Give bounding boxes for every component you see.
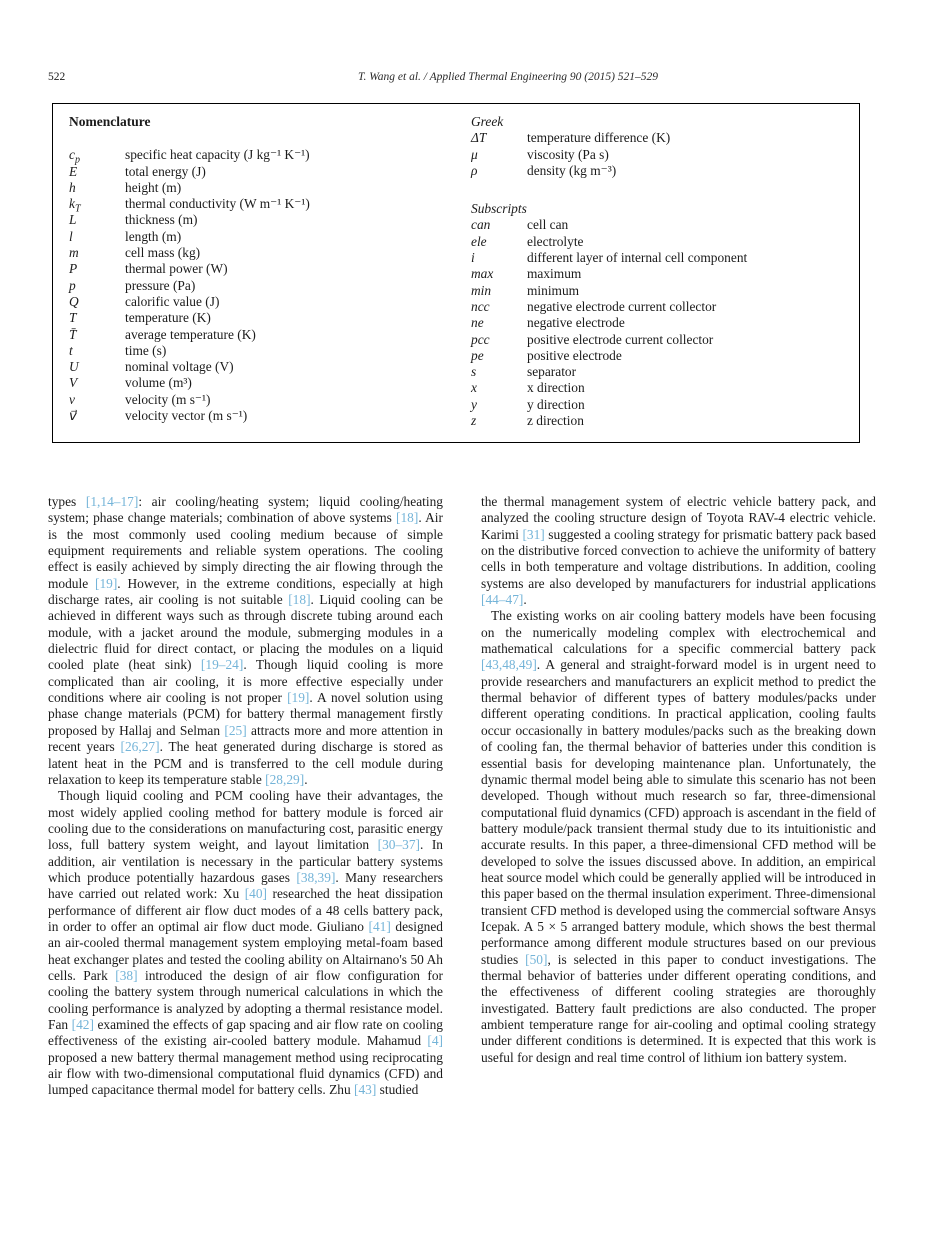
nomenclature-row: [69, 180, 471, 196]
nomenclature-row: [471, 380, 843, 396]
definition: thickness (m): [125, 212, 198, 228]
citation-link[interactable]: [44–47]: [481, 592, 524, 608]
nomenclature-row: [471, 283, 843, 299]
nomenclature-left-column: [69, 114, 471, 430]
symbol: v: [69, 391, 75, 407]
nomenclature-row: [69, 310, 471, 326]
citation-link[interactable]: [25]: [224, 722, 247, 738]
definition: pressure (Pa): [125, 277, 196, 293]
nomenclature-row: [69, 229, 471, 245]
definition: thermal power (W): [125, 261, 228, 277]
citation-link[interactable]: [40]: [244, 886, 267, 902]
nomenclature-row: [471, 250, 843, 266]
nomenclature-box: [52, 103, 860, 443]
citation-link[interactable]: [50]: [525, 951, 548, 967]
nomenclature-title: Nomenclature: [69, 114, 151, 129]
symbol: μ: [471, 146, 478, 162]
symbol: T: [69, 310, 77, 326]
definition: calorific value (J): [125, 293, 220, 309]
nomenclature-row: [69, 245, 471, 261]
nomenclature-row: [69, 196, 471, 215]
symbol: $k_T$: [69, 196, 81, 215]
citation-link[interactable]: [31]: [522, 526, 545, 542]
definition: velocity (m s⁻¹): [125, 391, 211, 407]
symbol: U: [69, 359, 79, 375]
symbol: V: [69, 375, 78, 391]
symbol-list: [69, 147, 471, 424]
symbol: s: [471, 364, 477, 380]
symbol: L: [69, 212, 77, 228]
nomenclature-row: [471, 364, 843, 380]
symbol: ele: [471, 233, 487, 249]
paragraph: Though liquid cooling and PCM cooling have their advantages, the most widely applied cooling method for battery module is forced air cooling due to the considerations on manufacturing cost, parasitic energy loss, full battery system weight, and layout limitation [30–37]. In addition, air ventilation is necessary in the particular battery systems which produce potentially hazardous gases [38,39]. Many researchers have carried out related work: Xu [40] researched the heat dissipation performance of different air flow duct modes of a 48 cells battery pack, in order to offer an optimal air flow duct mode. Giuliano [41] designed an air-cooled thermal management system employing metal-foam based heat exchanger plates and tested the cooling ability on Altairnano's 50 Ah cells. Park [38] introduced the design of air flow configuration for cooling the battery system through numerical calculations in which the cooling performance is analyzed by adopting a thermal resistance model. Fan [42] examined the effects of gap spacing and air flow rate on cooling effectiveness of the existing air-cooled battery module. Mahamud [4] proposed a new battery thermal management method using reciprocating air flow with two-dimensional computational fluid dynamics (CFD) and lumped capacitance thermal model for battery cells. Zhu [43] studied: [48, 788, 443, 1098]
definition: thermal conductivity (W m⁻¹ K⁻¹): [125, 196, 310, 212]
symbol: Q: [69, 293, 79, 309]
citation-link[interactable]: [41]: [368, 918, 391, 934]
nomenclature-row: [471, 348, 843, 364]
symbol: min: [471, 282, 492, 298]
citation-link[interactable]: [28,29]: [265, 771, 305, 787]
nomenclature-row: [471, 234, 843, 250]
symbol: ncc: [471, 298, 490, 314]
nomenclature-row: [471, 217, 843, 233]
definition: positive electrode: [527, 347, 622, 363]
definition: negative electrode: [527, 315, 625, 331]
nomenclature-row: [69, 375, 471, 391]
nomenclature-row: [471, 299, 843, 315]
symbol: pe: [471, 347, 484, 363]
nomenclature-row: [471, 413, 843, 429]
citation-link[interactable]: [4]: [427, 1033, 443, 1049]
symbol: h: [69, 179, 76, 195]
citation-link[interactable]: [26,27]: [120, 739, 160, 755]
nomenclature-right-column: [471, 114, 843, 430]
symbol: pcc: [471, 331, 490, 347]
definition: cell can: [527, 217, 569, 233]
nomenclature-row: [471, 266, 843, 282]
symbol: l: [69, 228, 73, 244]
citation-link[interactable]: [43]: [354, 1082, 377, 1098]
symbol: $c_p$: [69, 147, 80, 166]
subscripts-section-header: Subscripts: [471, 201, 527, 217]
nomenclature-row: [69, 327, 471, 343]
definition: different layer of internal cell component: [527, 250, 748, 266]
nomenclature-row: [471, 315, 843, 331]
page-number: 522: [48, 71, 66, 83]
definition: negative electrode current collector: [527, 298, 717, 314]
definition: positive electrode current collector: [527, 331, 714, 347]
definition: volume (m³): [125, 375, 192, 391]
definition: x direction: [527, 380, 585, 396]
paragraph: The existing works on air cooling battery models have been focusing on the numerically modeling complex with electrochemical and mathematical calculations for a specific commercial battery pack [43,48,49]. A general and straight-forward model is in urgent need to provide researchers and manufacturers an explicit method to predict the thermal behavior of different types of battery modules/packs under different operating conditions. In practical application, cooling faults occur occasionally in battery modules/packs such as the breaking down of cooling fan, the thermal behavior of batteries under this condition is essential basis for developing maintenance plan. Unfortunately, the dynamic thermal model being able to simulate this scenario has not been developed. Though without much research so far, three-dimensional computational fluid dynamics (CFD) approach is ascendant in the field of battery module/pack transient thermal study due to its intuitionistic and accurate results. In this paper, a three-dimensional CFD method will be developed to solve the issues discussed above. In addition, an empirical heat source model which could be generally applied will be introduced in this paper based on the thermal insulation experiment. Three-dimensional transient CFD method is developed using the commercial software Ansys Icepak. A 5 × 5 arranged battery module, which shows the best thermal performance among different module structures based on our previous studies [50], is selected in this paper to conduct investigations. The thermal behavior of batteries under different operating conditions, and the effectiveness of different cooling strategies are thoroughly investigated. Battery fault predictions are also conducted. The proper ambient temperature range for air-cooling and optimal cooling strategy under different conditions is determined. It is expected that this work is useful for design and real time control of lithium ion battery system.: [481, 608, 876, 1065]
definition: length (m): [125, 228, 182, 244]
definition: separator: [527, 364, 577, 380]
citation-link[interactable]: [38,39]: [296, 869, 336, 885]
citation-link[interactable]: [43,48,49]: [481, 657, 537, 673]
greek-list: [471, 130, 843, 179]
definition: time (s): [125, 342, 167, 358]
citation-link[interactable]: [19]: [94, 575, 118, 591]
citation-link[interactable]: [18]: [396, 510, 419, 526]
article-body: [48, 494, 876, 1099]
body-left-column: [48, 494, 443, 1099]
nomenclature-row: [69, 408, 471, 424]
definition: total energy (J): [125, 163, 206, 179]
nomenclature-row: [471, 397, 843, 413]
running-head: T. Wang et al. / Applied Thermal Engineering 90 (2015) 521–529: [357, 71, 659, 83]
symbol: y: [471, 396, 477, 412]
definition: maximum: [527, 266, 582, 282]
spacer: [69, 130, 471, 147]
symbol: i: [471, 250, 475, 266]
paragraph: types [1,14–17]: air cooling/heating system; liquid cooling/heating system; phase change materials; combination of above systems [18]. Air is the most commonly used cooling medium because of simple equipment requirements and reliable system operations. The cooling effect is easily achieved by simply directing the air flowing through the module [19]. However, in the extreme conditions, especially at high discharge rates, air cooling is not suitable [18]. Liquid cooling can be achieved in different ways such as through discrete tubing around each module, with a jacket around the module, submerging modules in a dielectric fluid for direct contact, or placing the modules on a liquid cooled plate (heat sink) [19–24]. Though liquid cooling is more complicated than air cooling, it is more effective especially under conditions where air cooling is not proper [19]. A novel solution using phase change materials (PCM) for battery thermal management firstly proposed by Hallaj and Selman [25] attracts more and more attention in recent years [26,27]. The heat generated during discharge is stored as latent heat in the PCM and is transferred to the cell module during relaxation to keep its temperature stable [28,29].: [48, 494, 444, 787]
definition: electrolyte: [527, 233, 584, 249]
nomenclature-row: [69, 392, 471, 408]
nomenclature-row: [69, 261, 471, 277]
definition: viscosity (Pa s): [527, 146, 609, 162]
nomenclature-row: [69, 212, 471, 228]
nomenclature-row: [471, 147, 843, 163]
definition: minimum: [527, 282, 580, 298]
definition: specific heat capacity (J kg⁻¹ K⁻¹): [125, 147, 310, 163]
definition: y direction: [527, 396, 585, 412]
nomenclature-row: [471, 332, 843, 348]
citation-link[interactable]: [1,14–17]: [85, 494, 139, 509]
symbol: max: [471, 266, 494, 282]
symbol: x: [471, 380, 477, 396]
nomenclature-row: [471, 130, 843, 146]
citation-link[interactable]: [42]: [71, 1017, 94, 1032]
symbol: P: [69, 261, 78, 277]
subscripts-list: [471, 217, 843, 429]
symbol: t: [69, 342, 73, 358]
nomenclature-row: [69, 294, 471, 310]
symbol: v⃗: [69, 408, 77, 424]
definition: height (m): [125, 179, 182, 195]
definition: velocity vector (m s⁻¹): [125, 408, 248, 424]
spacer: [471, 179, 843, 201]
paragraph: the thermal management system of electric vehicle battery pack, and analyzed the cooling structure design of Toyota RAV-4 electric vehicle. Karimi [31] suggested a cooling strategy for prismatic battery pack based on the distributive forced convection to achieve the uniformity of battery cells in both temperature and voltage distributions. In addition, cooling systems are also developed by manufacturers for industrial applications [44–47].: [481, 494, 876, 608]
nomenclature-row: [471, 163, 843, 179]
definition: cell mass (kg): [125, 245, 201, 261]
symbol: ΔT: [471, 130, 487, 146]
symbol: m: [69, 245, 79, 261]
body-right-column: [481, 494, 876, 1099]
definition: z direction: [527, 413, 584, 429]
citation-link[interactable]: [19–24]: [200, 657, 244, 673]
symbol: T̄: [69, 326, 77, 342]
citation-link[interactable]: [38]: [115, 967, 138, 983]
symbol: can: [471, 217, 491, 233]
citation-link[interactable]: [18]: [288, 592, 311, 608]
symbol: p: [69, 277, 76, 293]
nomenclature-row: [69, 147, 471, 166]
definition: average temperature (K): [125, 326, 256, 342]
nomenclature-row: [69, 278, 471, 294]
nomenclature-row: [69, 164, 471, 180]
nomenclature-row: [69, 343, 471, 359]
citation-link[interactable]: [19]: [287, 690, 310, 706]
citation-link[interactable]: [30–37]: [377, 837, 421, 853]
definition: temperature difference (K): [527, 130, 671, 146]
symbol: z: [471, 413, 477, 429]
nomenclature-row: [69, 359, 471, 375]
symbol: E: [69, 163, 78, 179]
symbol: ρ: [471, 162, 478, 178]
greek-section-header: Greek: [471, 114, 504, 129]
symbol: ne: [471, 315, 484, 331]
definition: density (kg m⁻³): [527, 162, 617, 178]
definition: nominal voltage (V): [125, 359, 234, 375]
definition: temperature (K): [125, 310, 211, 326]
